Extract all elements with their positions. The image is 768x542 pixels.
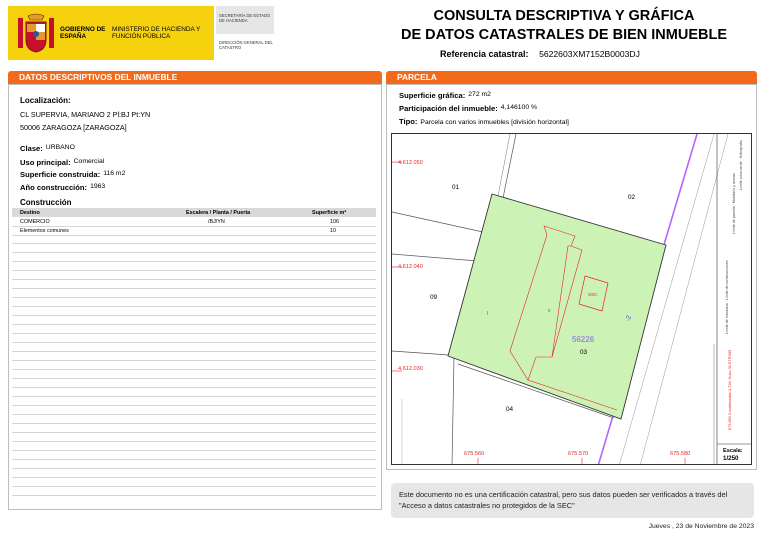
participacion-row	[399, 104, 537, 113]
row-1-superficie: 106	[330, 219, 339, 225]
ministry-name: MINISTERIO DE HACIENDA Y FUNCIÓN PÚBLICA	[112, 26, 201, 40]
row-2-destino: Elementos comunes	[20, 228, 69, 234]
legend-item: Límite zona verde	[739, 161, 743, 190]
uso-row	[20, 158, 104, 167]
document-date: Jueves , 23 de Noviembre de 2023	[648, 523, 754, 530]
clase-value: URBANO	[45, 144, 75, 151]
uso-label: Uso principal:	[20, 158, 71, 167]
secretaria-name: SECRETARÍA DE ESTADO DE HACIENDA	[219, 13, 271, 23]
x-coord-label: 675.560	[464, 451, 485, 457]
row-1-ubicacion: /BJ/YN	[208, 219, 225, 225]
parcel-number: 03	[580, 349, 588, 356]
empty-table-rows	[12, 235, 376, 503]
col-superficie-header: Superficie m²	[312, 209, 347, 216]
sup-grafica-label: Superficie gráfica:	[399, 91, 466, 100]
scale-value: 1/250	[723, 455, 739, 462]
parcela-section-header: PARCELA	[386, 71, 757, 84]
page-title	[380, 7, 748, 45]
tipo-label: Tipo:	[399, 117, 418, 126]
legend-items: Límite de manzana · Límite de construcciones	[725, 260, 729, 334]
row-2-superficie: 10	[330, 228, 336, 234]
coat-of-arms-icon	[16, 12, 56, 54]
direccion-name: DIRECCIÓN GENERAL DEL CATASTRO	[219, 40, 273, 50]
reference-value: 5622603XM7152B0003DJ	[539, 49, 640, 59]
col-destino-header: Destino	[20, 209, 40, 216]
government-name: GOBIERNO DE ESPAÑA	[60, 26, 106, 40]
verification-notice: Este documento no es una certificación catastral, pero sus datos pueden ser verificados a través del "Acceso a datos catastrales no protegidos de la SEC"	[391, 483, 754, 518]
legend-item: Mobiliario y aceras	[732, 173, 736, 204]
parcel-number: 04	[506, 406, 514, 413]
y-coord-label: 4.612.050	[398, 160, 423, 166]
legend-item: Límite de manzana	[725, 303, 729, 334]
legend-item: Límite de construcciones	[725, 260, 729, 301]
parcel-number: 09	[430, 294, 438, 301]
localizacion-label: Localización:	[20, 96, 71, 105]
title-line-2: DE DATOS CATASTRALES DE BIEN INMUEBLE	[401, 27, 727, 43]
y-coord-label: 4.612.030	[398, 366, 423, 372]
legend-crs-note: 675.580 Coordenadas U.T.M. Huso 30 ETRS89	[728, 349, 732, 430]
superficie-label: Superficie construida:	[20, 170, 101, 179]
superficie-grafica-row	[399, 91, 491, 100]
superficie-row	[20, 170, 125, 179]
legend-items: Límite de parcela · Mobiliario y aceras	[732, 173, 736, 234]
anio-row	[20, 183, 105, 192]
col-ubicacion-header: Escalera / Planta / Puerta	[186, 209, 251, 216]
participacion-value: 4,146100 %	[500, 104, 538, 111]
parcel-reference: 56226	[572, 335, 595, 344]
legend-item: Hidrografía	[739, 140, 743, 159]
sup-grafica-value: 272 m2	[468, 91, 491, 98]
cadastral-map[interactable]	[391, 133, 752, 465]
table-row	[12, 218, 376, 227]
participacion-label: Participación del inmueble:	[399, 104, 498, 113]
y-coord-label: 4.612.040	[398, 264, 423, 270]
scale-label: Escala:	[723, 448, 743, 454]
tipo-row	[399, 117, 569, 126]
street-number: -2	[624, 314, 634, 323]
anio-label: Año construcción:	[20, 183, 88, 192]
svg-text:x: x	[548, 308, 551, 314]
parcel-number: 01	[452, 184, 460, 191]
address-line-2: 50006 ZARAGOZA [ZARAGOZA]	[20, 123, 127, 132]
map-drawing	[392, 134, 752, 465]
clase-label: Clase:	[20, 144, 43, 153]
reference-label: Referencia catastral:	[440, 49, 529, 59]
superficie-value: 116 m2	[103, 170, 126, 177]
reference-line	[440, 49, 640, 59]
inmueble-section-header: DATOS DESCRIPTIVOS DEL INMUEBLE	[8, 71, 382, 84]
building-label: SSC	[588, 292, 598, 297]
clase-row	[20, 144, 75, 153]
tipo-value: Parcela con varios inmuebles [división horizontal]	[420, 119, 569, 126]
row-1-destino: COMERCIO	[20, 219, 50, 225]
legend-items: Límite zona verde · Hidrografía	[739, 140, 743, 190]
anio-value: 1963	[90, 183, 106, 190]
x-coord-label: 675.580	[670, 451, 691, 457]
construccion-title: Construcción	[20, 198, 72, 207]
svg-text:I: I	[487, 311, 489, 317]
legend-item: Límite de parcela	[732, 206, 736, 234]
address-line-1: CL SUPERVIA, MARIANO 2 Pl:BJ Pt:YN	[20, 110, 151, 119]
parcel-number: 02	[628, 194, 636, 201]
x-coord-label: 675.570	[568, 451, 589, 457]
uso-value: Comercial	[73, 158, 105, 165]
title-line-1: CONSULTA DESCRIPTIVA Y GRÁFICA	[433, 8, 695, 24]
